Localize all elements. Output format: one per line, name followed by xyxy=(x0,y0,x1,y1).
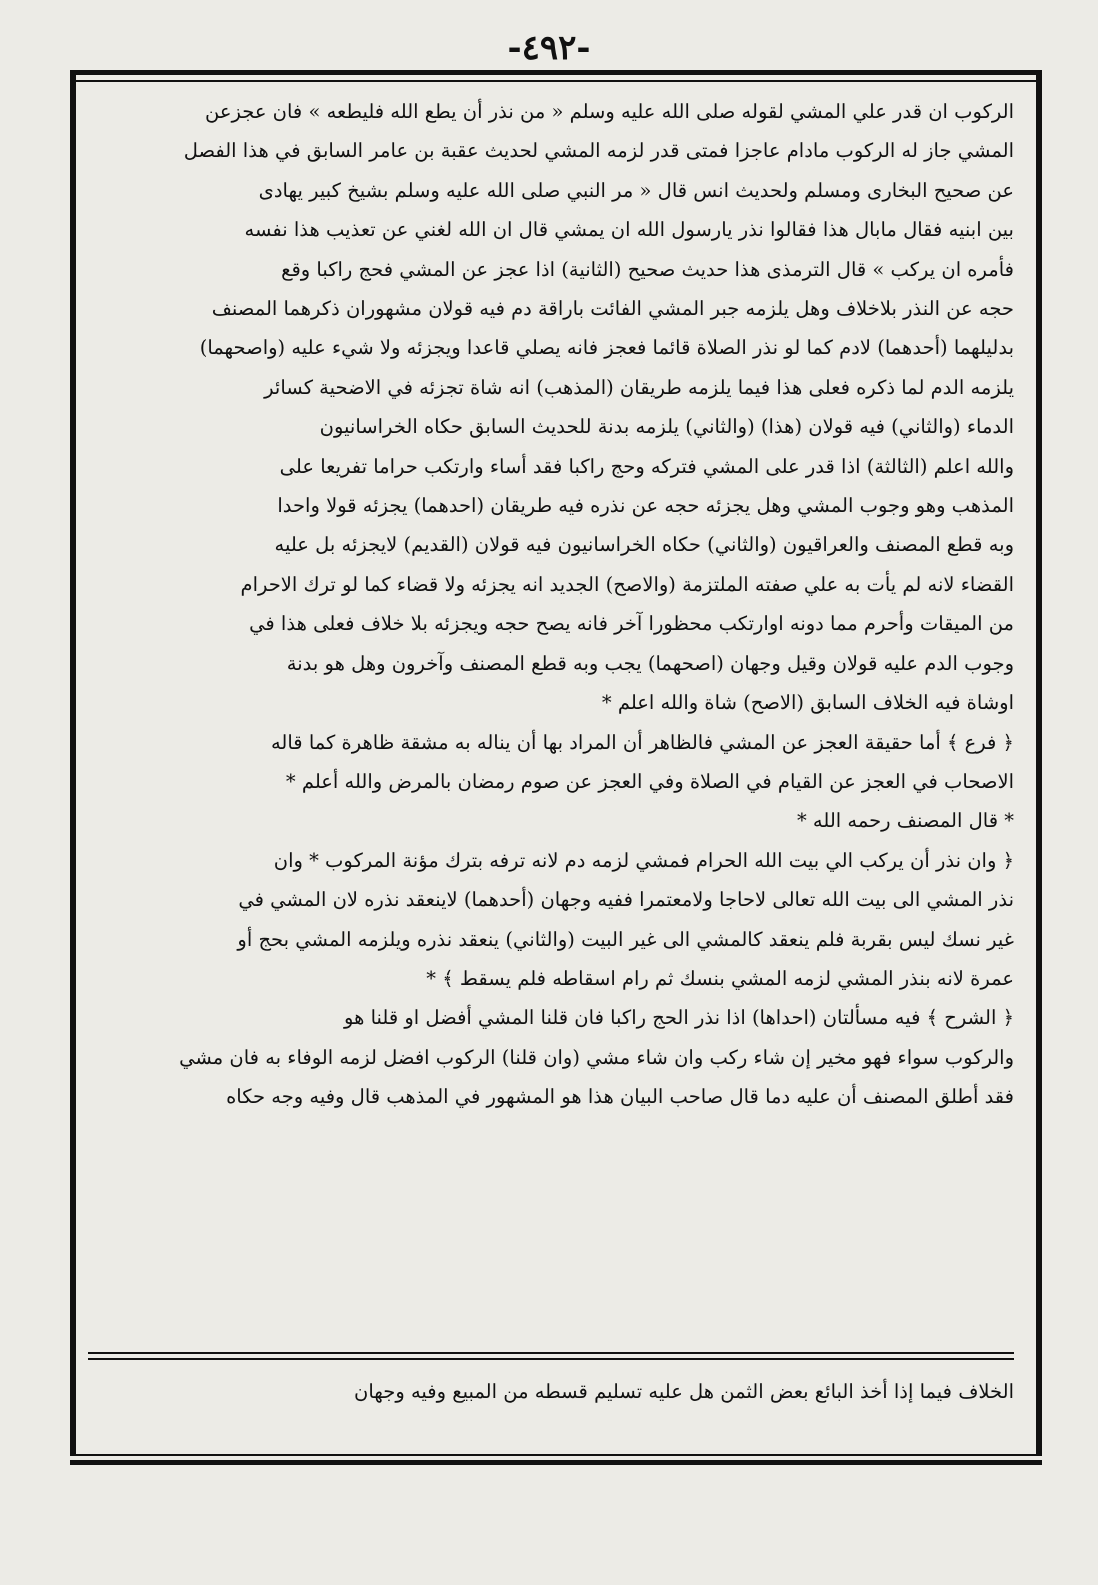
text-line: الركوب ان قدر علي المشي لقوله صلى الله عليه وسلم « من نذر أن يطع الله فليطعه » فان عجزعن xyxy=(205,100,1014,123)
page-number: -٤٩٢- xyxy=(507,28,591,68)
frame-bottom-rule-thin xyxy=(70,1454,1042,1456)
text-line: بين ابنيه فقال مابال هذا فقالوا نذر يارسول الله ان يمشي قال ان الله لغني عن تعذيب هذا نفسه xyxy=(244,218,1014,242)
text-line: الاصحاب في العجز عن القيام في الصلاة وفي العجز عن صوم رمضان بالمرض والله أعلم * xyxy=(285,769,1014,793)
text-line: ﴿ فرع ﴾ أما حقيقة العجز عن المشي فالظاهر أن المراد بها أن يناله به مشقة ظاهرة كما قاله xyxy=(270,730,1014,754)
text-line: من الميقات وأحرم مما دونه اوارتكب محظورا آخر فانه يصح حجه ويجزئه بلا خلاف فعلى هذا في xyxy=(249,612,1014,636)
text-line: عن صحيح البخارى ومسلم ولحديث انس قال « مر النبي صلى الله عليه وسلم بشيخ كبير يهادى xyxy=(258,178,1014,202)
text-line: فقد أطلق المصنف أن عليه دما قال صاحب البيان هذا هو المشهور في المذهب قال وفيه وجه حكاه xyxy=(226,1085,1014,1109)
text-line: حجه عن النذر بلاخلاف وهل يلزمه جبر المشي الفائت باراقة دم فيه قولان مشهوران ذكرهما المصنف xyxy=(211,297,1014,321)
text-line: والله اعلم (الثالثة) اذا قدر على المشي فتركه وحج راكبا فقد أساء وارتكب حراما تفريعا على xyxy=(279,454,1014,478)
text-line: نذر المشي الى بيت الله تعالى لاحاجا ولامعتمرا ففيه وجهان (أحدهما) لاينعقد نذره لان المشي في xyxy=(238,888,1014,912)
text-line: وبه قطع المصنف والعراقيون (والثاني) حكاه الخراسانيون فيه قولان (القديم) لايجزئه بل عليه xyxy=(274,533,1014,557)
text-line: المذهب وهو وجوب المشي وهل يجزئه حجه عن نذره فيه طريقان (احدهما) يجزئه قولا واحدا xyxy=(277,494,1014,518)
main-text xyxy=(88,92,1014,1117)
text-line: القضاء لانه لم يأت به علي صفته الملتزمة (والاصح) الجديد انه يجزئه ولا قضاء كما لو ترك الاحرام xyxy=(240,572,1014,596)
section-heading: * قال المصنف رحمه الله * xyxy=(796,809,1014,833)
text-line: المشي جاز له الركوب مادام عاجزا فمتى قدر لزمه المشي لحديث عقبة بن عامر السابق في هذا الفصل xyxy=(183,139,1014,163)
footnote-text: الخلاف فيما إذا أخذ البائع بعض الثمن هل عليه تسليم قسطه من المبيع وفيه وجهان xyxy=(354,1380,1014,1403)
footnote-rule xyxy=(88,1352,1014,1354)
text-line: عمرة لانه بنذر المشي لزمه المشي بنسك ثم رام اسقاطه فلم يسقط ﴾ * xyxy=(426,966,1014,990)
text-line: غير نسك ليس بقربة فلم ينعقد كالمشي الى غير البيت (والثاني) ينعقد نذره ويلزمه المشي بحج أو xyxy=(237,927,1014,951)
footnote-rule-2 xyxy=(88,1358,1014,1360)
text-line: الدماء (والثاني) فيه قولان (هذا) (والثاني) يلزمه بدنة للحديث السابق حكاه الخراسانيون xyxy=(319,415,1014,439)
text-line: بدليلهما (أحدهما) لادم كما لو نذر الصلاة قائما فعجز فانه يصلي قاعدا ويجزئه ولا شيء عليه (واصحهما) xyxy=(199,336,1014,360)
text-line: يلزمه الدم لما ذكره فعلى هذا فيما يلزمه طريقان (المذهب) انه شاة تجزئه في الاضحية كسائر xyxy=(264,375,1014,399)
text-line: والركوب سواء فهو مخير إن شاء ركب وان شاء مشي (وان قلنا) الركوب افضل لزمه الوفاء به فان مشي xyxy=(179,1045,1014,1069)
text-line: ﴿ الشرح ﴾ فيه مسألتان (احداها) اذا نذر الحج راكبا فان قلنا المشي أفضل او قلنا هو xyxy=(344,1006,1014,1030)
text-line: ﴿ وان نذر أن يركب الي بيت الله الحرام فمشي لزمه دم لانه ترفه بترك مؤنة المركوب * وان xyxy=(273,848,1014,872)
text-line: فأمره ان يركب » قال الترمذى هذا حديث صحيح (الثانية) اذا عجز عن المشي فحج راكبا وقع xyxy=(281,257,1014,281)
text-line: وجوب الدم عليه قولان وقيل وجهان (اصحهما) يجب وبه قطع المصنف وآخرون وهل هو بدنة xyxy=(286,651,1014,675)
frame-bottom-rule xyxy=(70,1460,1042,1465)
text-line: اوشاة فيه الخلاف السابق (الاصح) شاة والله اعلم * xyxy=(601,691,1014,715)
